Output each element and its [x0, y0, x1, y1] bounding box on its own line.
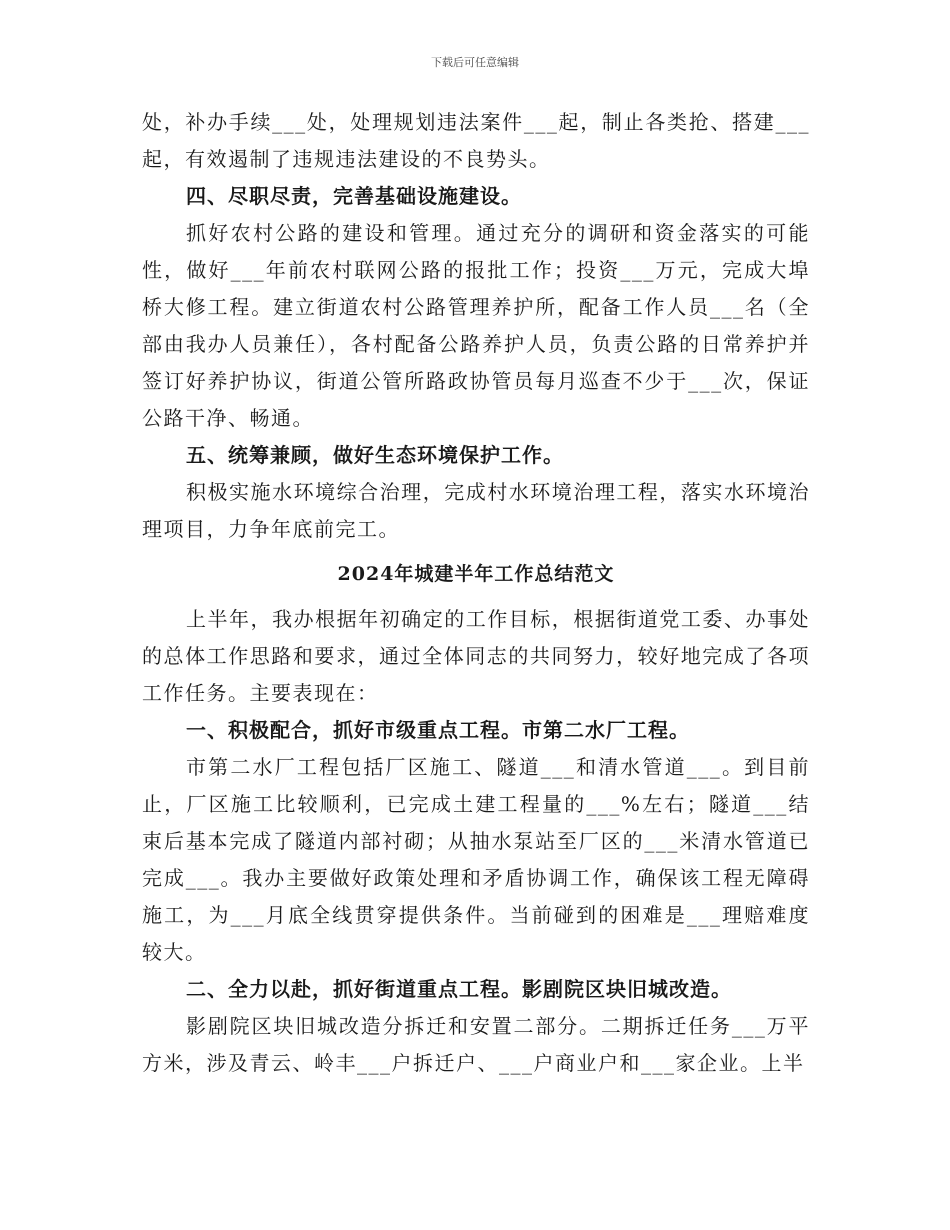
- section-heading-4: 四、尽职尽责，完善基础设施建设。: [186, 184, 522, 208]
- paragraph-intro: 上半年，我办根据年初确定的工作目标，根据街道党工委、办事处的总体工作思路和要求，通过全体同志的共同努力，较好地完成了各项工作任务。主要表现在：: [142, 607, 810, 705]
- paragraph-water-plant: 市第二水厂工程包括厂区施工、隧道___和清水管道___。到目前止，厂区施工比较顺利，已完成土建工程量的___%左右；隧道___结束后基本完成了隧道内部衬砌；从抽水泵站至厂区的___米清水管道已完成___。我办主要做好政策处理和矛盾协调工作，确保该工程无障碍施工，为___月底全线贯穿提供条件。当前碰到的困难是___理赔难度较大。: [142, 755, 810, 964]
- paragraph-continuation: 处，补办手续___处，处理规划违法案件___起，制止各类抢、搭建___起，有效遏制了违规违法建设的不良势头。: [142, 110, 810, 171]
- paragraph-water-environment: 积极实施水环境综合治理，完成村水环境治理工程，落实水环境治理项目，力争年底前完工。: [142, 480, 810, 541]
- section-heading-2: 二、全力以赴，抓好街道重点工程。影剧院区块旧城改造。: [186, 977, 732, 1001]
- document-body: [142, 104, 810, 1082]
- page-header-note: 下载后可任意编辑: [431, 56, 519, 69]
- paragraph-theater-renovation: 影剧院区块旧城改造分拆迁和安置二部分。二期拆迁任务___万平方米，涉及青云、岭丰___户拆迁户、___户商业户和___家企业。上半: [142, 1014, 810, 1075]
- section-heading-5: 五、统筹兼顾，做好生态环境保护工作。: [186, 443, 564, 467]
- document-title: 2024年城建半年工作总结范文: [337, 563, 615, 585]
- paragraph-rural-roads: 抓好农村公路的建设和管理。通过充分的调研和资金落实的可能性，做好___年前农村联网公路的报批工作；投资___万元，完成大埠桥大修工程。建立街道农村公路管理养护所，配备工作人员___名（全部由我办人员兼任），各村配备公路养护人员，负责公路的日常养护并签订好养护协议，街道公管所路政协管员每月巡查不少于___次，保证公路干净、畅通。: [142, 221, 810, 430]
- section-heading-1: 一、积极配合，抓好市级重点工程。市第二水厂工程。: [186, 718, 690, 742]
